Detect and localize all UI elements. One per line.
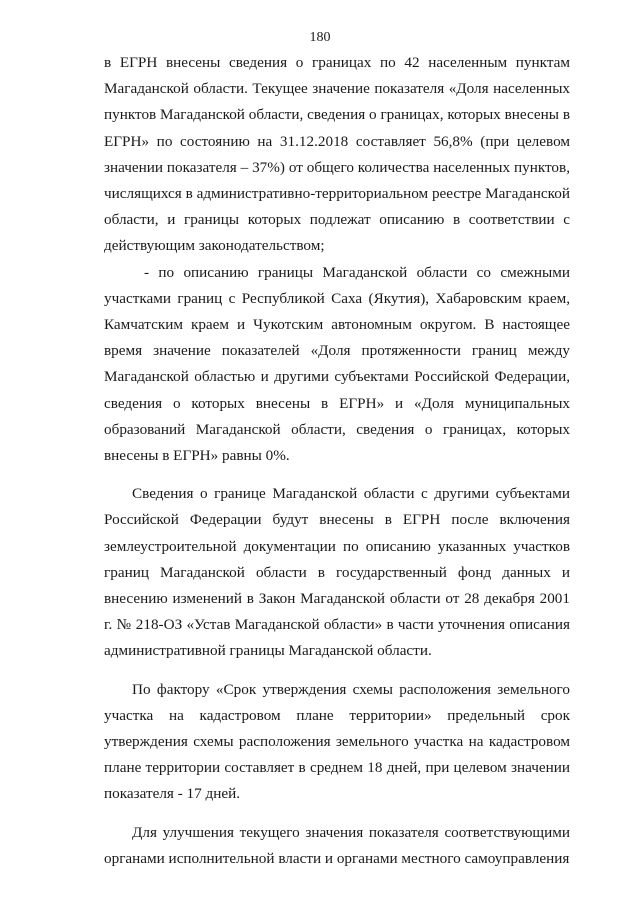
page-number: 180 [309, 30, 331, 45]
paragraph-border-info: Сведения о границе Магаданской области с другими субъектами Российской Федерации будут внесены в ЕГРН после включения землеустроительной документации по описанию указанных участков границ Магаданской области в государственный фонд данных и внесению изменений в Закон Магаданской области от 28 декабря 2001 г. № 218-ОЗ «Устав Магаданской области» в части уточнения описания административной границы Магаданской области. [104, 485, 570, 660]
document-body [104, 50, 570, 872]
paragraph-egrn-settlements: в ЕГРН внесены сведения о границах по 42 населенным пунктам Магаданской области. Текущее значение показателя «Доля населенных пунктов Магаданской области, сведения о границах, которых внесены в ЕГРН» по состоянию на 31.12.2018 составляет 56,8% (при целевом значении показателя – 37%) от общего количества населенных пунктов, числящихся в административно-территориальном реестре Магаданской области, и границы которых подлежат описанию в соответствии с действующим законодательством; [104, 54, 570, 255]
paragraph-border-description: - по описанию границы Магаданской области со смежными участками границ с Республикой Саха (Якутия), Хабаровским краем, Камчатским краем и Чукотским автономным округом. В настоящее время значение показателей «Доля протяженности границ между Магаданской областью и другими субъектами Российской Федерации, сведения о которых внесены в ЕГРН» и «Доля муниципальных образований Магаданской области, сведения о границах, которых внесены в ЕГРН» равны 0%. [104, 263, 570, 465]
paragraph-approval-term: По фактору «Срок утверждения схемы расположения земельного участка на кадастровом плане территории» предельный срок утверждения схемы расположения земельного участка на кадастровом плане территории составляет в среднем 18 дней, при целевом значении показателя - 17 дней. [104, 680, 570, 803]
paragraph-improvement: Для улучшения текущего значения показателя соответствующими органами исполнительной власти и органами местного самоуправления [104, 823, 570, 867]
